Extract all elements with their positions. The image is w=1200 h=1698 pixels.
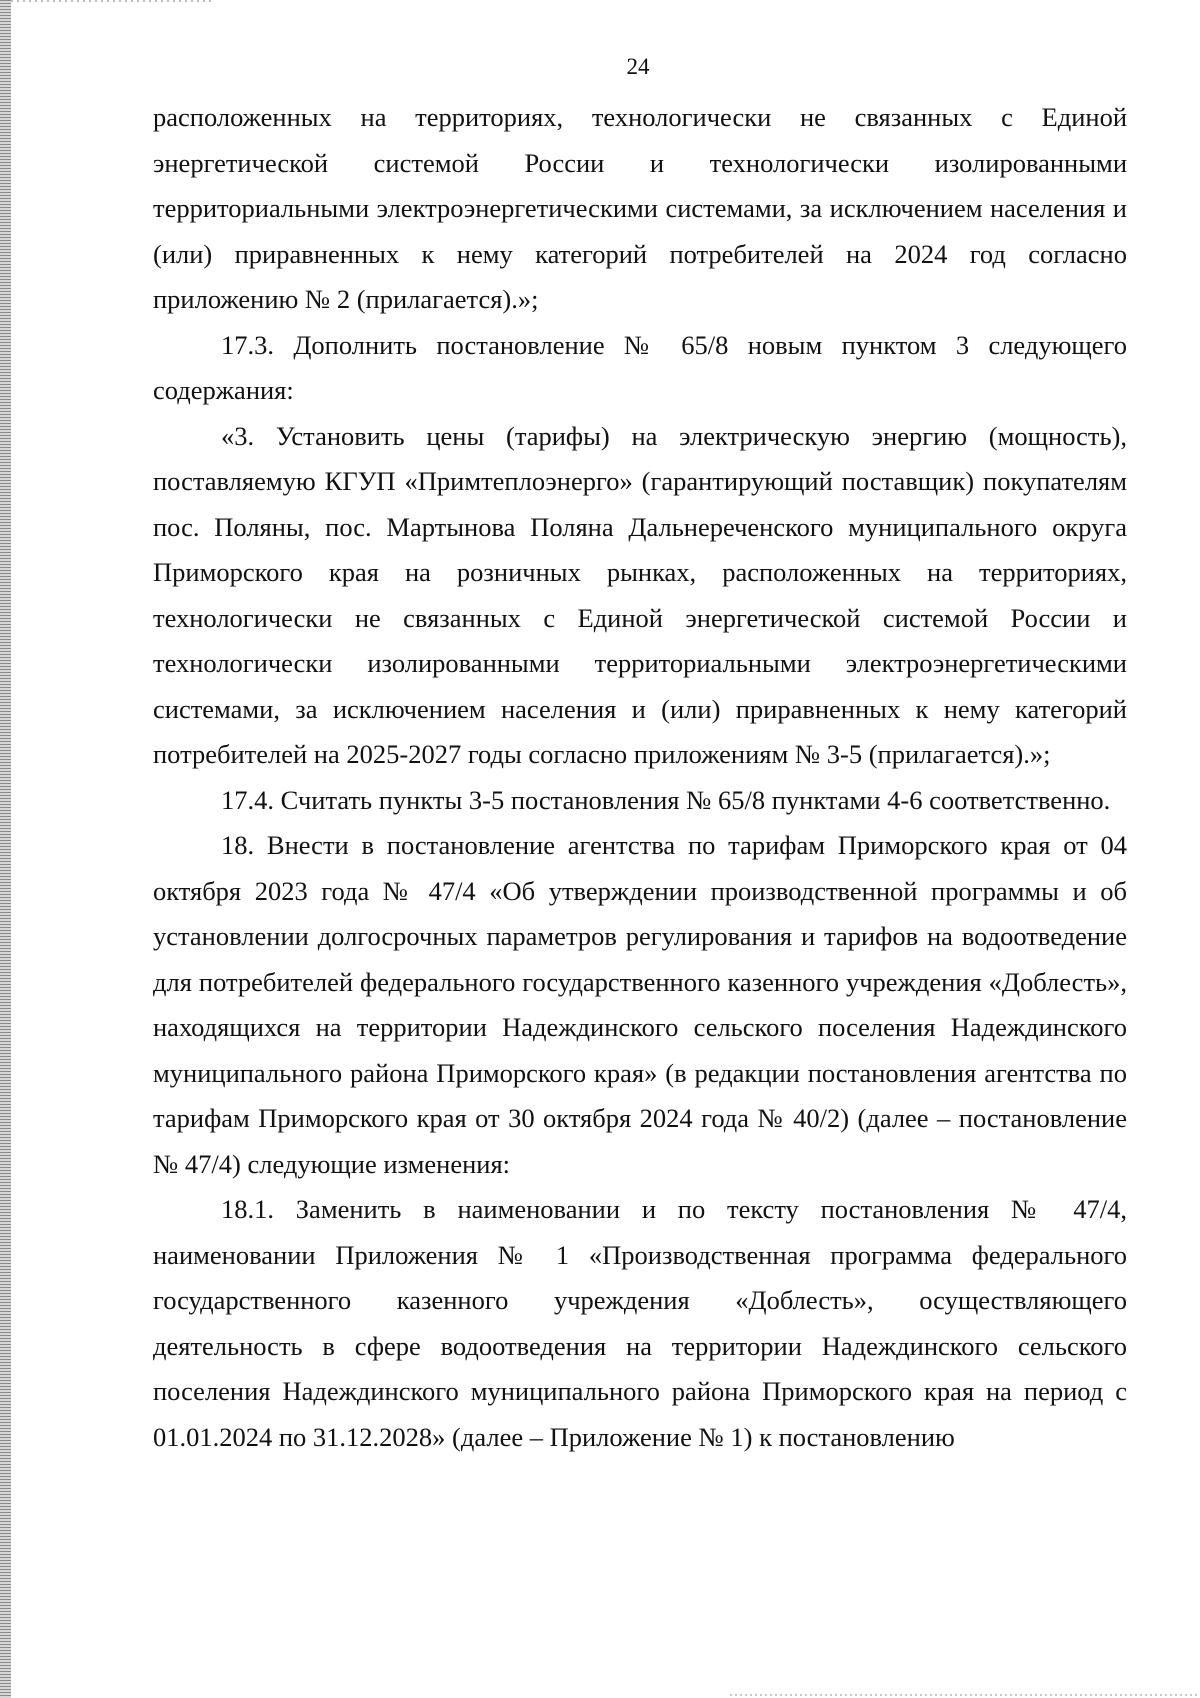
scan-edge-top (11, 0, 211, 2)
paragraph-item-3-quote: «3. Установить цены (тарифы) на электрическую энергию (мощность), поставляемую КГУП «Примтеплоэнерго» (гарантирующий поставщик) покупателям пос. Поляны, пос. Мартынова Поляна Дальнереченского муниципального округа Приморского края на розничных рынках, расположенных на территориях, технологически не связанных с Единой энергетической системой России и технологически изолированными территориальными электроэнергетическими системами, за исключением населения и (или) приравненных к нему категорий потребителей на 2025-2027 годы согласно приложениям № 3-5 (прилагается).»; (153, 420, 1127, 769)
paragraph-item-18-1: 18.1. Заменить в наименовании и по тексту постановления № 47/4, наименовании Приложения № 1 «Производственная программа федерального государственного казенного учреждения «Доблесть», осуществляющего деятельность в сфере водоотведения на территории Надеждинского сельского поселения Надеждинского муниципального района Приморского края на период с 01.01.2024 по 31.12.2028» (далее – Приложение № 1) к постановлению (153, 1194, 1127, 1452)
document-body (153, 95, 1127, 1460)
paragraph-continuation: расположенных на территориях, технологически не связанных с Единой энергетической системой России и технологически изолированными территориальными электроэнергетическими системами, за исключением населения и (или) приравненных к нему категорий потребителей на 2024 год согласно приложению № 2 (прилагается).»; (153, 102, 1127, 314)
paragraph-item-18: 18. Внести в постановление агентства по тарифам Приморского края от 04 октября 2023 года № 47/4 «Об утверждении производственной программы и об установлении долгосрочных параметров регулирования и тарифов на водоотведение для потребителей федерального государственного казенного учреждения «Доблесть», находящихся на территории Надеждинского сельского поселения Надеждинского муниципального района Приморского края» (в редакции постановления агентства по тарифам Приморского края от 30 октября 2024 года № 40/2) (далее – постановление № 47/4) следующие изменения: (153, 830, 1127, 1179)
paragraph-item-17-4: 17.4. Считать пункты 3-5 постановления № 65/8 пунктами 4-6 соответственно. (221, 784, 1111, 815)
scan-edge-left (0, 0, 11, 1698)
scan-edge-bottom (730, 1694, 1200, 1696)
page-number: 24 (626, 54, 650, 79)
paragraph-item-17-3: 17.3. Дополнить постановление № 65/8 новым пунктом 3 следующего содержания: (153, 329, 1127, 405)
